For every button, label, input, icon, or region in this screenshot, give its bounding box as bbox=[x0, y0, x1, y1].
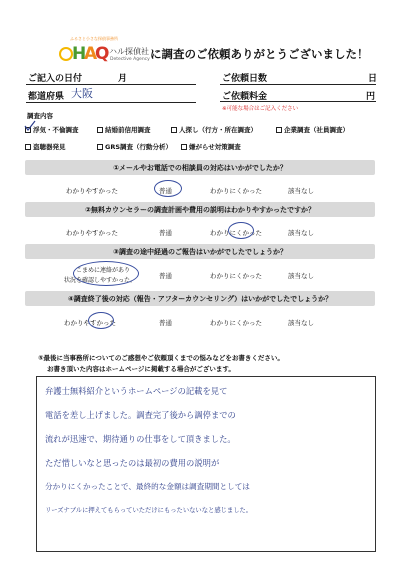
fee-unit: 円 bbox=[366, 92, 376, 102]
q1-option-na[interactable]: 該当なし bbox=[288, 187, 314, 195]
q1-option-normal[interactable]: 普通 bbox=[159, 187, 172, 195]
q4-option-clear[interactable]: わかりやすかった bbox=[64, 319, 116, 327]
q3-option-frequent[interactable]: こまめに連絡があり bbox=[76, 267, 131, 274]
fee-underline bbox=[220, 101, 376, 102]
prefecture-label: 都道府県 bbox=[28, 92, 65, 102]
q1-option-clear[interactable]: わかりやすかった bbox=[66, 187, 118, 195]
tagline: ふるさと小さな探偵事務所 bbox=[70, 36, 118, 41]
q4-option-unclear[interactable]: わかりにくかった bbox=[210, 319, 262, 327]
days-unit: 日 bbox=[368, 74, 378, 84]
checkbox-label: 結婚前信用調査 bbox=[105, 126, 151, 134]
question-4-text: ④調査終了後の対応（報告・アフターカウンセリング）はいかがでしたでしょうか？ bbox=[67, 294, 333, 303]
comment-line-6: リーズナブルに押えてもらっていただけにもったいないなと感じました。 bbox=[45, 507, 253, 514]
checkbox-icon bbox=[276, 127, 282, 133]
q3-option-unclear[interactable]: わかりにくかった bbox=[210, 272, 262, 280]
logo bbox=[57, 42, 150, 66]
checkbox-icon bbox=[97, 127, 103, 133]
logo-letter-h: H bbox=[72, 44, 86, 64]
question-1-text: ①メールやお電話での相談員の対応はいかがでしたか？ bbox=[113, 163, 287, 172]
comment-line-4: ただ惜しいなと思ったのは最初の費用の説明が bbox=[45, 458, 220, 468]
days-label: ご依頼日数 bbox=[222, 74, 268, 84]
prefecture-value[interactable]: 大阪 bbox=[71, 87, 93, 100]
checkbox-icon bbox=[181, 144, 187, 150]
logo-letter-q: Q bbox=[95, 44, 110, 64]
checkbox-icon bbox=[171, 127, 177, 133]
comment-line-1: 弁護士無料紹介というホームページの記載を見て bbox=[45, 386, 228, 396]
question-2-bar bbox=[25, 202, 375, 217]
headline: に調査のご依頼ありがとうございました！ bbox=[150, 47, 369, 61]
checkbox-icon bbox=[25, 144, 31, 150]
checkbox-person-search[interactable] bbox=[171, 125, 257, 134]
free-question-line-2: お書き頂いた内容はホームページに掲載する場合がございます。 bbox=[47, 365, 235, 373]
q3-option-normal[interactable]: 普通 bbox=[159, 272, 172, 280]
checkbox-corporate[interactable] bbox=[276, 125, 349, 134]
check-mark-icon bbox=[23, 120, 37, 132]
q4-selected-circle bbox=[88, 312, 114, 329]
comment-line-5: 分かりにくかったことで、最終的な金額は調査期間としては bbox=[45, 482, 250, 491]
q2-option-clear[interactable]: わかりやすかった bbox=[66, 229, 118, 237]
q2-option-na[interactable]: 該当なし bbox=[288, 229, 314, 237]
logo-circle-icon bbox=[59, 47, 73, 61]
q3-option-na[interactable]: 該当なし bbox=[288, 272, 314, 280]
q1-selected-circle bbox=[154, 180, 182, 197]
free-question-line-1: ⑤最後に当事務所についてのご感想やご依頼頂くまでの悩みなどをお書きください。 bbox=[38, 354, 284, 362]
question-3-text: ③調査の途中経過のご報告はいかがでしたでしょうか？ bbox=[113, 247, 287, 256]
prefecture-underline bbox=[26, 102, 196, 103]
checkbox-label: 人探し（行方・所在調査） bbox=[179, 126, 257, 134]
fee-label: ご依頼料金 bbox=[222, 92, 268, 102]
checkbox-label: 盗聴器発見 bbox=[33, 143, 66, 151]
q1-option-unclear[interactable]: わかりにくかった bbox=[210, 187, 262, 195]
q3-option-frequent-2[interactable]: 状況を確認しやすかった。 bbox=[64, 277, 137, 284]
days-underline bbox=[220, 84, 376, 85]
checkbox-label: GRS調査（行動分析） bbox=[105, 143, 173, 151]
logo-name: ハル探偵社 bbox=[109, 47, 149, 56]
checkbox-label: 浮気・不倫調査 bbox=[33, 126, 79, 134]
q2-option-normal[interactable]: 普通 bbox=[159, 229, 172, 237]
question-4-bar bbox=[25, 291, 375, 306]
logo-subtitle: Detective Agency bbox=[110, 57, 150, 62]
checkbox-icon bbox=[97, 144, 103, 150]
q4-option-normal[interactable]: 普通 bbox=[159, 319, 172, 327]
comment-line-3: 流れが迅速で、期待通りの仕事をして頂きました。 bbox=[45, 434, 236, 444]
q4-option-na[interactable]: 該当なし bbox=[288, 319, 314, 327]
question-1-bar bbox=[25, 160, 375, 175]
q2-option-unclear[interactable]: わかりにくかった bbox=[210, 229, 262, 237]
q3-selected-circle bbox=[73, 261, 139, 286]
checkbox-bug-detection[interactable] bbox=[25, 142, 66, 151]
checkbox-harassment[interactable] bbox=[181, 142, 241, 151]
question-3-bar bbox=[25, 244, 375, 259]
fee-note: ※可能な場合はご記入ください bbox=[222, 106, 299, 112]
survey-label: 調査内容 bbox=[27, 112, 53, 120]
logo-letter-a: A bbox=[84, 44, 98, 64]
comment-box[interactable] bbox=[36, 376, 376, 552]
checkbox-grs[interactable] bbox=[97, 142, 172, 151]
checkbox-label: 嫌がらせ対策調査 bbox=[189, 143, 241, 151]
month-unit: 月 bbox=[118, 74, 128, 84]
checkbox-premarital[interactable] bbox=[97, 125, 151, 134]
entry-date-underline bbox=[26, 84, 196, 85]
entry-date-label: ご記入の日付 bbox=[28, 74, 83, 84]
question-2-text: ②無料カウンセラーの調査計画や費用の説明はわかりやすかったですか？ bbox=[85, 205, 315, 214]
q2-selected-circle bbox=[228, 222, 254, 239]
checkbox-label: 企業調査（社員調査） bbox=[284, 126, 349, 134]
comment-line-2: 電話を差し上げました。調査完了後から調停までの bbox=[45, 410, 236, 420]
